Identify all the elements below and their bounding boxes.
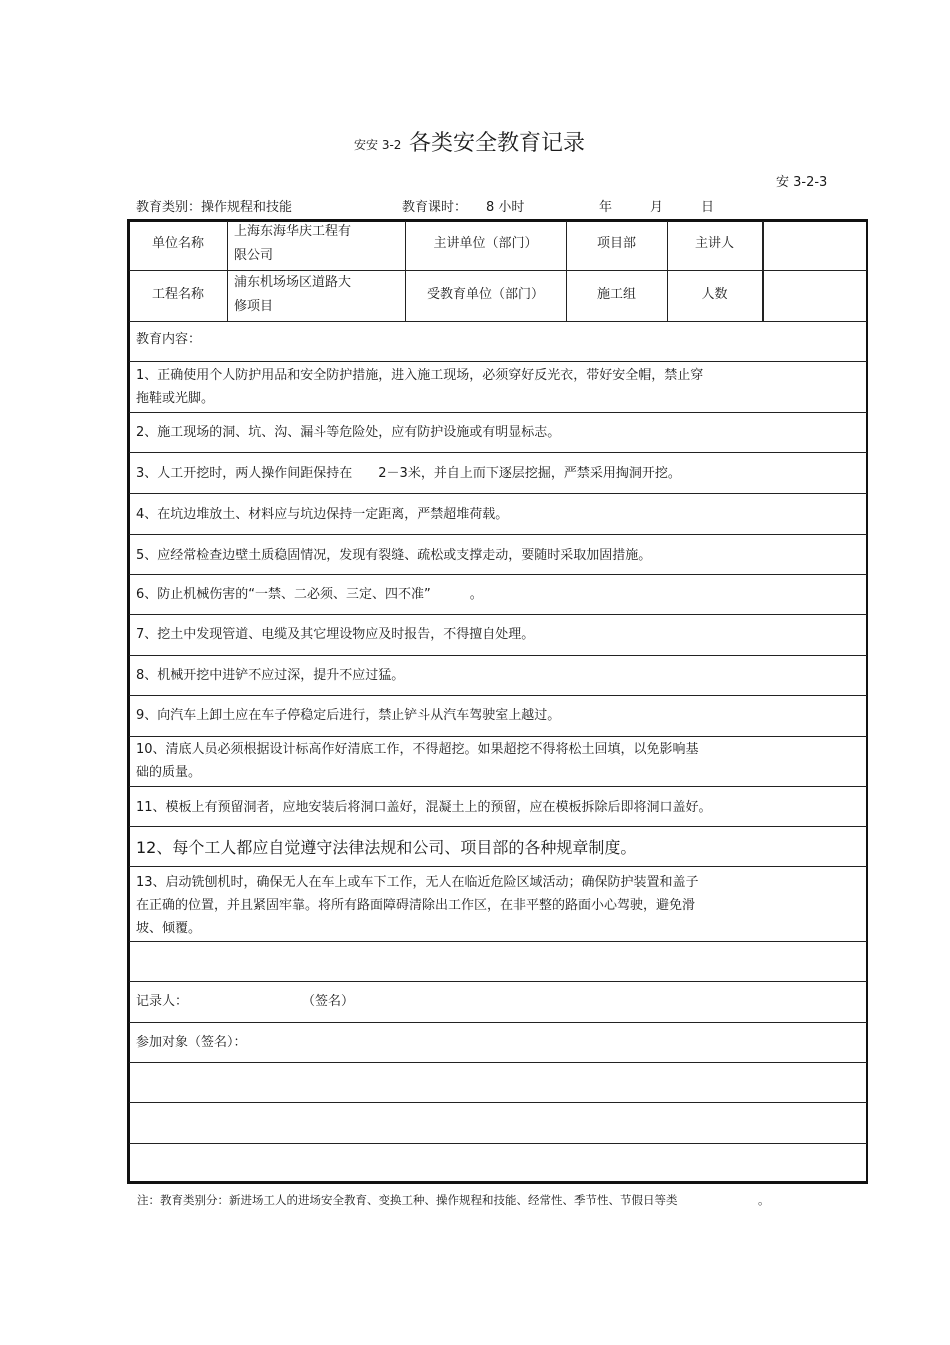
title-prefix: 安安 3-2 xyxy=(354,138,402,152)
date-year: 年 xyxy=(599,200,613,215)
row-divider xyxy=(129,866,867,867)
list-item: 2、施工现场的洞、坑、沟、漏斗等危险处，应有防护设施或有明显标志。 xyxy=(136,425,561,440)
host-unit-label: 主讲单位（部门） xyxy=(433,236,538,251)
date-day: 日 xyxy=(701,200,715,215)
list-item: 4、在坑边堆放土、材料应与坑边保持一定距离，严禁超堆荷载。 xyxy=(136,507,509,522)
unit-name-label: 单位名称 xyxy=(151,236,204,251)
list-item: 8、机械开挖中进铲不应过深，提升不应过猛。 xyxy=(136,668,405,683)
education-category: 教育类别：操作规程和技能 xyxy=(136,200,293,215)
list-item: 3、人工开挖时，两人操作间距保持在 2－3米，并自上而下逐层挖掘，严禁采用掏洞开挖。 xyxy=(136,466,681,481)
row-divider xyxy=(129,736,867,737)
list-item: 1、正确使用个人防护用品和安全防护措施，进入施工现场，必须穿好反光衣，带好安全帽，禁止穿 拖鞋或光脚。 xyxy=(136,368,704,406)
content-label: 教育内容： xyxy=(136,332,202,347)
row-divider xyxy=(129,941,867,942)
row-divider xyxy=(129,493,867,494)
list-item: 13、启动铣刨机时，确保无人在车上或车下工作，无人在临近危险区域活动；确保防护装置和盖子 在正确的位置，并且紧固牢靠。将所有路面障碍清除出工作区，在非平整的路面小心驾驶，避免滑 坡、倾覆。 xyxy=(136,875,699,936)
row-divider xyxy=(129,614,867,615)
row-divider xyxy=(129,321,867,322)
list-item: 11、模板上有预留洞者，应地安装后将洞口盖好，混凝土上的预留，应在模板拆除后即将洞口盖好。 xyxy=(136,800,712,815)
project-name-label: 工程名称 xyxy=(151,287,204,302)
participant-count-label: 人数 xyxy=(701,287,728,302)
row-divider xyxy=(129,534,867,535)
list-item: 9、向汽车上卸土应在车子停稳定后进行，禁止铲斗从汽车驾驶室上越过。 xyxy=(136,708,561,723)
row-divider xyxy=(129,574,867,575)
lecturer-label: 主讲人 xyxy=(694,236,734,251)
list-item: 10、清底人员必须根据设计标高作好清底工作，不得超挖。如果超挖不得将松土回填，以免影响基 础的质量。 xyxy=(136,742,699,780)
row-divider xyxy=(129,655,867,656)
signature-label: （签名） xyxy=(302,994,355,1009)
footnote: 注：教育类别分：新进场工人的进场安全教育、变换工种、操作规程和技能、经常性、季节性、节假日等类 。 xyxy=(137,1193,770,1207)
recipient-unit-label: 受教育单位（部门） xyxy=(426,287,544,302)
row-divider xyxy=(129,1062,867,1063)
recipient-unit-value: 施工组 xyxy=(596,287,636,302)
row-divider xyxy=(129,412,867,413)
row-divider xyxy=(129,1143,867,1144)
page-title: 各类安全教育记录 xyxy=(409,131,586,156)
row-divider xyxy=(129,786,867,787)
row-divider xyxy=(129,826,867,827)
host-unit-value: 项目部 xyxy=(596,236,636,251)
list-item: 5、应经常检查边壁土质稳固情况，发现有裂缝、疏松或支撑走动，要随时采取加固措施。 xyxy=(136,548,652,563)
row-divider xyxy=(129,981,867,982)
form-code: 安 3-2-3 xyxy=(776,175,828,190)
column-divider xyxy=(227,221,228,321)
row-divider xyxy=(129,361,867,362)
unit-name-value: 上海东海华庆工程有 限公司 xyxy=(234,224,352,263)
hours-label: 教育课时： xyxy=(402,200,468,215)
recorder-label: 记录人： xyxy=(136,994,189,1009)
row-divider xyxy=(129,452,867,453)
list-item: 7、挖土中发现管道、电缆及其它埋设物应及时报告，不得擅自处理。 xyxy=(136,627,535,642)
row-divider xyxy=(129,695,867,696)
project-name-value: 浦东机场场区道路大 修项目 xyxy=(234,275,352,314)
participants-label: 参加对象（签名）： xyxy=(136,1035,247,1050)
date-month: 月 xyxy=(650,200,664,215)
list-item: 6、防止机械伤害的“一禁、二必须、三定、四不准” 。 xyxy=(136,587,483,602)
column-divider xyxy=(762,221,764,321)
hours-value: 8 小时 xyxy=(486,200,525,215)
row-divider xyxy=(129,1022,867,1023)
list-item: 12、每个工人都应自觉遵守法律法规和公司、项目部的各种规章制度。 xyxy=(136,838,637,857)
row-divider xyxy=(129,1102,867,1103)
